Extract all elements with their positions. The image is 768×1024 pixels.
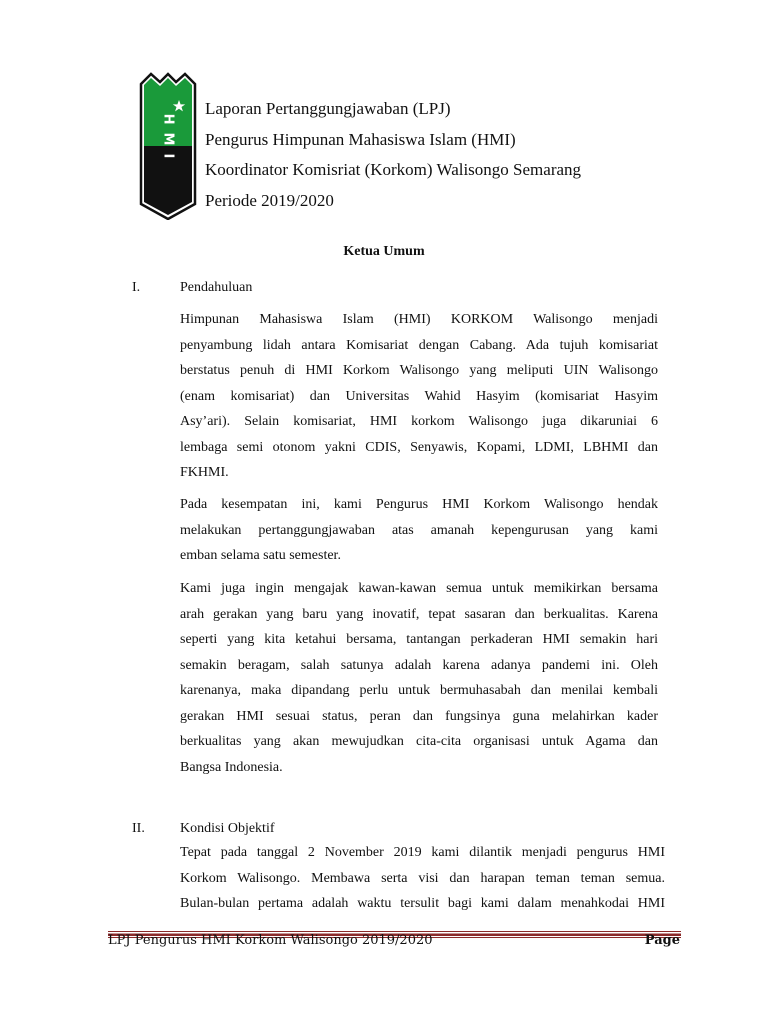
paragraph-line: Korkom Walisongo. Membawa serta visi dan harapan teman teman semua.	[180, 870, 665, 886]
paragraph-line: karenanya, maka dipandang perlu untuk bermuhasabah dan menilai kembali	[180, 683, 658, 698]
header-line-1: Laporan Pertanggungjawaban (LPJ)	[205, 99, 451, 118]
header-line-2: Pengurus Himpunan Mahasiswa Islam (HMI)	[205, 129, 516, 149]
paragraph-line: berstatus penuh di HMI Korkom Walisongo yang meliputi UIN Walisongo	[180, 363, 658, 378]
paragraph-line: Pada kesempatan ini, kami Pengurus HMI Korkom Walisongo hendak	[180, 497, 658, 512]
section-heading: Ketua Umum	[343, 244, 425, 259]
footer-rule	[108, 925, 681, 932]
footer-title: LPJ Pengurus HMI Korkom Walisongo 2019/2020	[108, 933, 433, 948]
header-line-4: Periode 2019/2020	[205, 190, 334, 210]
paragraph-line: Tepat pada tanggal 2 November 2019 kami dilantik menjadi pengurus HMI	[180, 845, 665, 860]
paragraph-line: Bangsa Indonesia.	[180, 759, 283, 775]
paragraph-line: semakin beragam, salah satunya adalah karena adanya pandemi ini. Oleh	[180, 657, 658, 673]
document-header	[205, 94, 685, 216]
paragraph-line: gerakan HMI sesuai status, peran dan fungsinya guna melahirkan kader	[180, 708, 658, 724]
paragraph-line: emban selama satu semester.	[180, 548, 341, 563]
paragraph-line: penyambung lidah antara Komisariat dengan Cabang. Ada tujuh komisariat	[180, 337, 658, 353]
section-number: II.	[132, 821, 145, 836]
logo-text: HMI	[160, 113, 176, 167]
paragraph-line: arah gerakan yang baru yang inovatif, tepat sasaran dan berkualitas. Karena	[180, 606, 658, 622]
paragraph	[180, 840, 665, 917]
paragraph	[180, 576, 658, 780]
paragraph-line: (enam komisariat) dan Universitas Wahid Hasyim (komisariat Hasyim	[180, 388, 658, 404]
paragraph-line: Himpunan Mahasiswa Islam (HMI) KORKOM Walisongo menjadi	[180, 312, 658, 327]
paragraph-line: melakukan pertanggungjawaban atas amanah kepengurusan yang kami	[180, 522, 658, 538]
footer-page-label: Page	[644, 933, 680, 948]
section-title: Pendahuluan	[180, 280, 253, 295]
section-number: I.	[132, 280, 141, 295]
paragraph-line: Asy’ari). Selain komisariat, HMI korkom Walisongo juga dikaruniai 6	[180, 414, 658, 429]
paragraph-line: seperti yang kita ketahui bersama, tantangan perkaderan HMI semakin hari	[180, 632, 658, 647]
paragraph	[180, 492, 658, 569]
header-line-3: Koordinator Komisriat (Korkom) Walisongo Semarang	[205, 160, 582, 179]
hmi-logo	[139, 72, 197, 220]
paragraph-line: Bulan-bulan pertama adalah waktu tersulit bagi kami dalam menahkodai HMI	[180, 896, 665, 911]
paragraph-line: lembaga semi otonom yakni CDIS, Senyawis, Kopami, LDMI, LBHMI dan	[180, 439, 658, 455]
section-title: Kondisi Objektif	[180, 821, 275, 836]
hmi-emblem-icon	[139, 72, 197, 220]
paragraph	[180, 307, 658, 486]
paragraph-line: berkualitas yang akan mewujudkan cita-cita organisasi untuk Agama dan	[180, 734, 658, 749]
paragraph-line: Kami juga ingin mengajak kawan-kawan semua untuk memikirkan bersama	[180, 581, 658, 596]
paragraph-line: FKHMI.	[180, 465, 229, 480]
